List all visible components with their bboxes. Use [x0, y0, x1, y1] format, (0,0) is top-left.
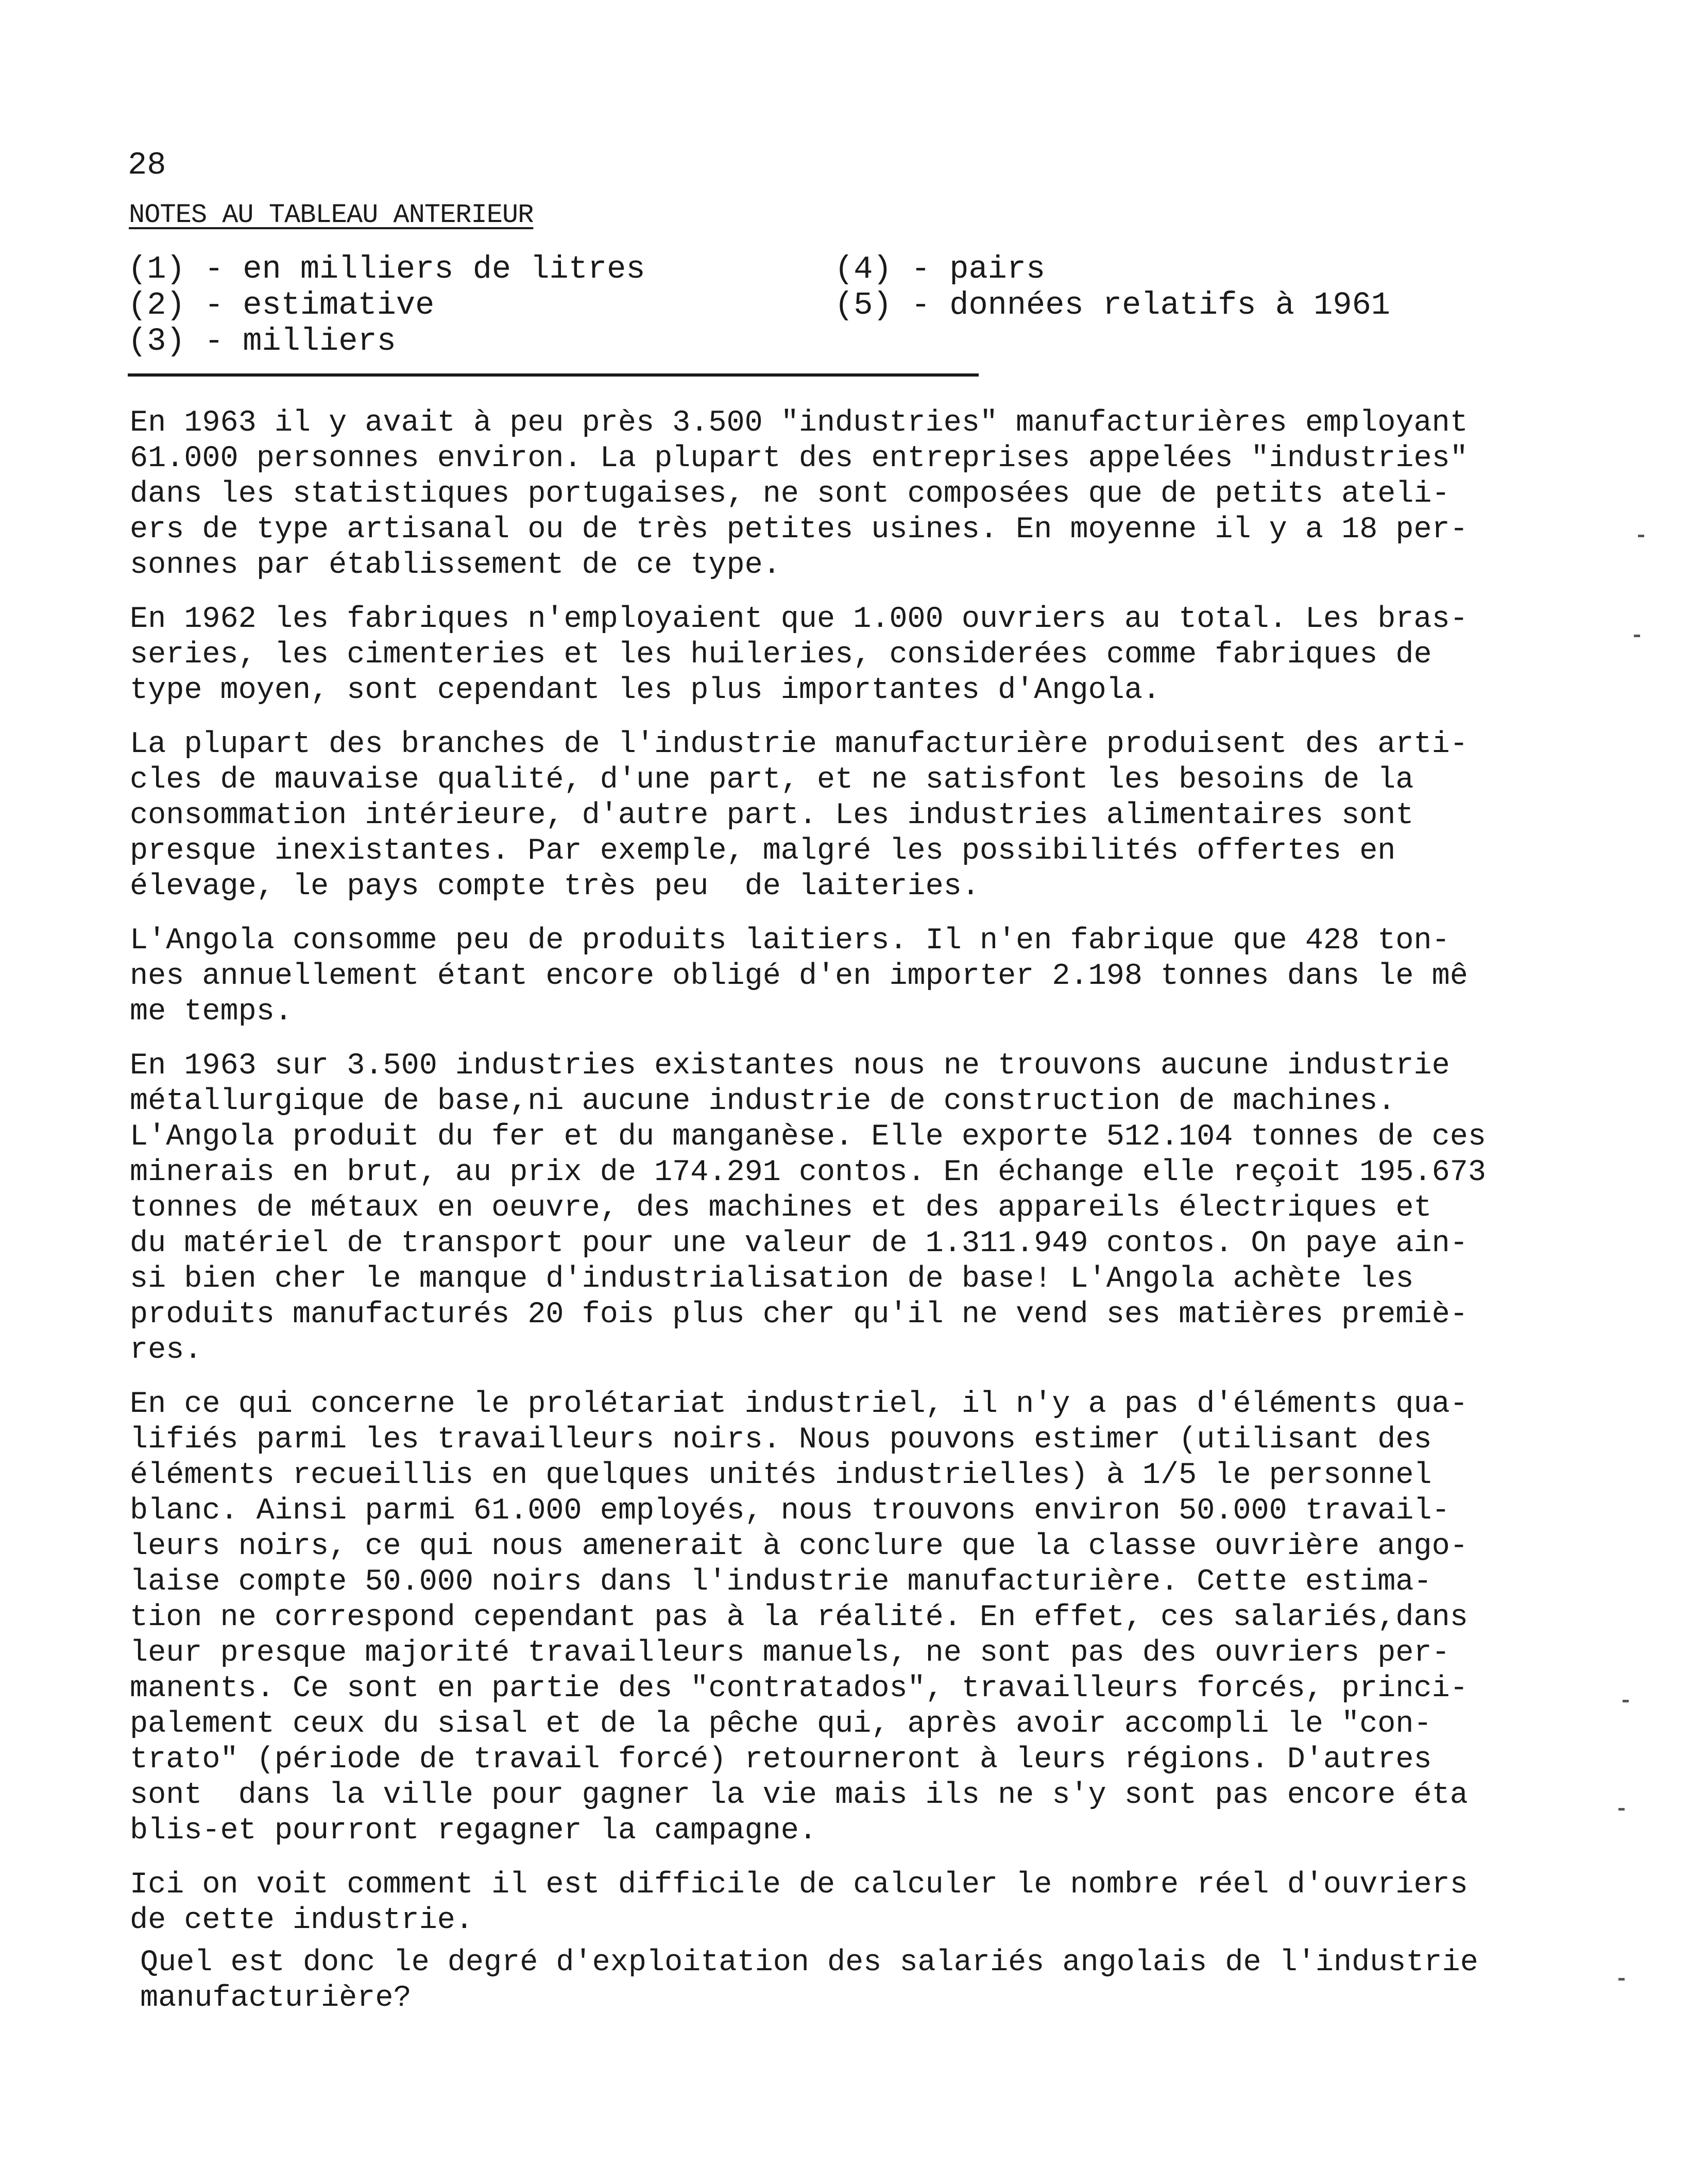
paragraph	[130, 1048, 1486, 1368]
text-line: minerais en brut, au prix de 174.291 contos. En échange elle reçoit 195.673	[130, 1155, 1486, 1189]
text-line: ers de type artisanal ou de très petites usines. En moyenne il y a 18 per-	[130, 512, 1468, 547]
note-item: (4) - pairs	[834, 251, 1046, 287]
text-line: leurs noirs, ce qui nous amenerait à conclure que la classe ouvrière ango-	[130, 1529, 1468, 1563]
text-line: manents. Ce sont en partie des "contratados", travailleurs forcés, princi-	[130, 1671, 1468, 1705]
note-item: (5) - données relatifs à 1961	[834, 287, 1390, 323]
text-line: L'Angola consomme peu de produits laitiers. Il n'en fabrique que 428 ton-	[130, 923, 1450, 958]
text-line: cles de mauvaise qualité, d'une part, et ne satisfont les besoins de la	[130, 762, 1414, 797]
text-line: si bien cher le manque d'industrialisation de base! L'Angola achète les	[130, 1261, 1414, 1296]
text-line: series, les cimenteries et les huileries, considerées comme fabriques de	[130, 637, 1432, 672]
margin-mark	[1623, 1700, 1629, 1702]
note-item: (2) - estimative	[128, 287, 435, 323]
text-line: blis-et pourront regagner la campagne.	[130, 1813, 817, 1848]
text-line: élevage, le pays compte très peu de laiteries.	[130, 869, 980, 903]
margin-mark	[1638, 535, 1644, 537]
text-line: En 1962 les fabriques n'employaient que 1.000 ouvriers au total. Les bras-	[130, 602, 1468, 636]
text-line: 61.000 personnes environ. La plupart des entreprises appelées "industries"	[130, 441, 1468, 475]
text-line: tonnes de métaux en oeuvre, des machines et des appareils électriques et	[130, 1190, 1432, 1225]
text-line: blanc. Ainsi parmi 61.000 employés, nous trouvons environ 50.000 travail-	[130, 1493, 1450, 1528]
notes-right-column	[834, 251, 1453, 323]
text-line: sonnes par établissement de ce type.	[130, 548, 781, 582]
text-line: presque inexistantes. Par exemple, malgré les possibilités offertes en	[130, 833, 1396, 868]
final-paragraph	[140, 1944, 1478, 2016]
text-line: En 1963 sur 3.500 industries existantes nous ne trouvons aucune industrie	[130, 1048, 1450, 1083]
text-line: laise compte 50.000 noirs dans l'industrie manufacturière. Cette estima-	[130, 1564, 1432, 1599]
margin-mark	[1634, 635, 1640, 637]
paragraph	[130, 923, 1468, 1029]
text-line: produits manufacturés 20 fois plus cher qu'il ne vend ses matières premiè-	[130, 1297, 1468, 1332]
text-line: tion ne correspond cependant pas à la réalité. En effet, ces salariés,dans	[130, 1600, 1468, 1634]
text-line: type moyen, sont cependant les plus importantes d'Angola.	[130, 673, 1161, 707]
page-number: 28	[128, 147, 166, 183]
text-line: trato" (période de travail forcé) retourneront à leurs régions. D'autres	[130, 1742, 1432, 1777]
paragraph	[130, 1867, 1468, 1938]
text-line: dans les statistiques portugaises, ne sont composées que de petits ateli-	[130, 476, 1450, 511]
notes-left-column	[128, 251, 849, 360]
notes-divider	[128, 373, 979, 377]
note-item: (3) - milliers	[128, 323, 396, 360]
text-line: Ici on voit comment il est difficile de calculer le nombre réel d'ouvriers	[130, 1867, 1468, 1902]
text-line: éléments recueillis en quelques unités industrielles) à 1/5 le personnel	[130, 1458, 1432, 1492]
text-line: En 1963 il y avait à peu près 3.500 "industries" manufacturières employant	[130, 405, 1468, 440]
note-item: (1) - en milliers de litres	[128, 251, 645, 287]
paragraph	[130, 601, 1468, 708]
paragraph	[130, 1386, 1468, 1848]
paragraph	[130, 726, 1468, 904]
paragraph	[130, 405, 1468, 583]
text-line: manufacturière?	[140, 1981, 412, 2015]
text-line: En ce qui concerne le prolétariat industriel, il n'y a pas d'éléments qua-	[130, 1387, 1468, 1421]
text-line: nes annuellement étant encore obligé d'en importer 2.198 tonnes dans le mê	[130, 959, 1468, 993]
text-line: sont dans la ville pour gagner la vie mais ils ne s'y sont pas encore éta	[130, 1778, 1468, 1812]
text-line: lifiés parmi les travailleurs noirs. Nous pouvons estimer (utilisant des	[130, 1422, 1432, 1457]
text-line: res.	[130, 1333, 202, 1367]
text-line: leur presque majorité travailleurs manuels, ne sont pas des ouvriers per-	[130, 1635, 1450, 1670]
text-line: de cette industrie.	[130, 1903, 474, 1937]
notes-title: NOTES AU TABLEAU ANTERIEUR	[129, 200, 534, 230]
text-line: me temps.	[130, 994, 293, 1029]
text-line: Quel est donc le degré d'exploitation des salariés angolais de l'industrie	[140, 1945, 1478, 1980]
body-text	[130, 405, 1486, 1956]
text-line: du matériel de transport pour une valeur de 1.311.949 contos. On paye ain-	[130, 1226, 1468, 1260]
text-line: consommation intérieure, d'autre part. Les industries alimentaires sont	[130, 798, 1414, 832]
text-line: L'Angola produit du fer et du manganèse. Elle exporte 512.104 tonnes de ces	[130, 1119, 1486, 1154]
text-line: La plupart des branches de l'industrie manufacturière produisent des arti-	[130, 727, 1468, 761]
text-line: palement ceux du sisal et de la pêche qui, après avoir accompli le "con-	[130, 1707, 1432, 1741]
text-line: métallurgique de base,ni aucune industrie de construction de machines.	[130, 1084, 1396, 1118]
margin-mark	[1618, 1808, 1625, 1811]
margin-mark	[1618, 1978, 1625, 1981]
